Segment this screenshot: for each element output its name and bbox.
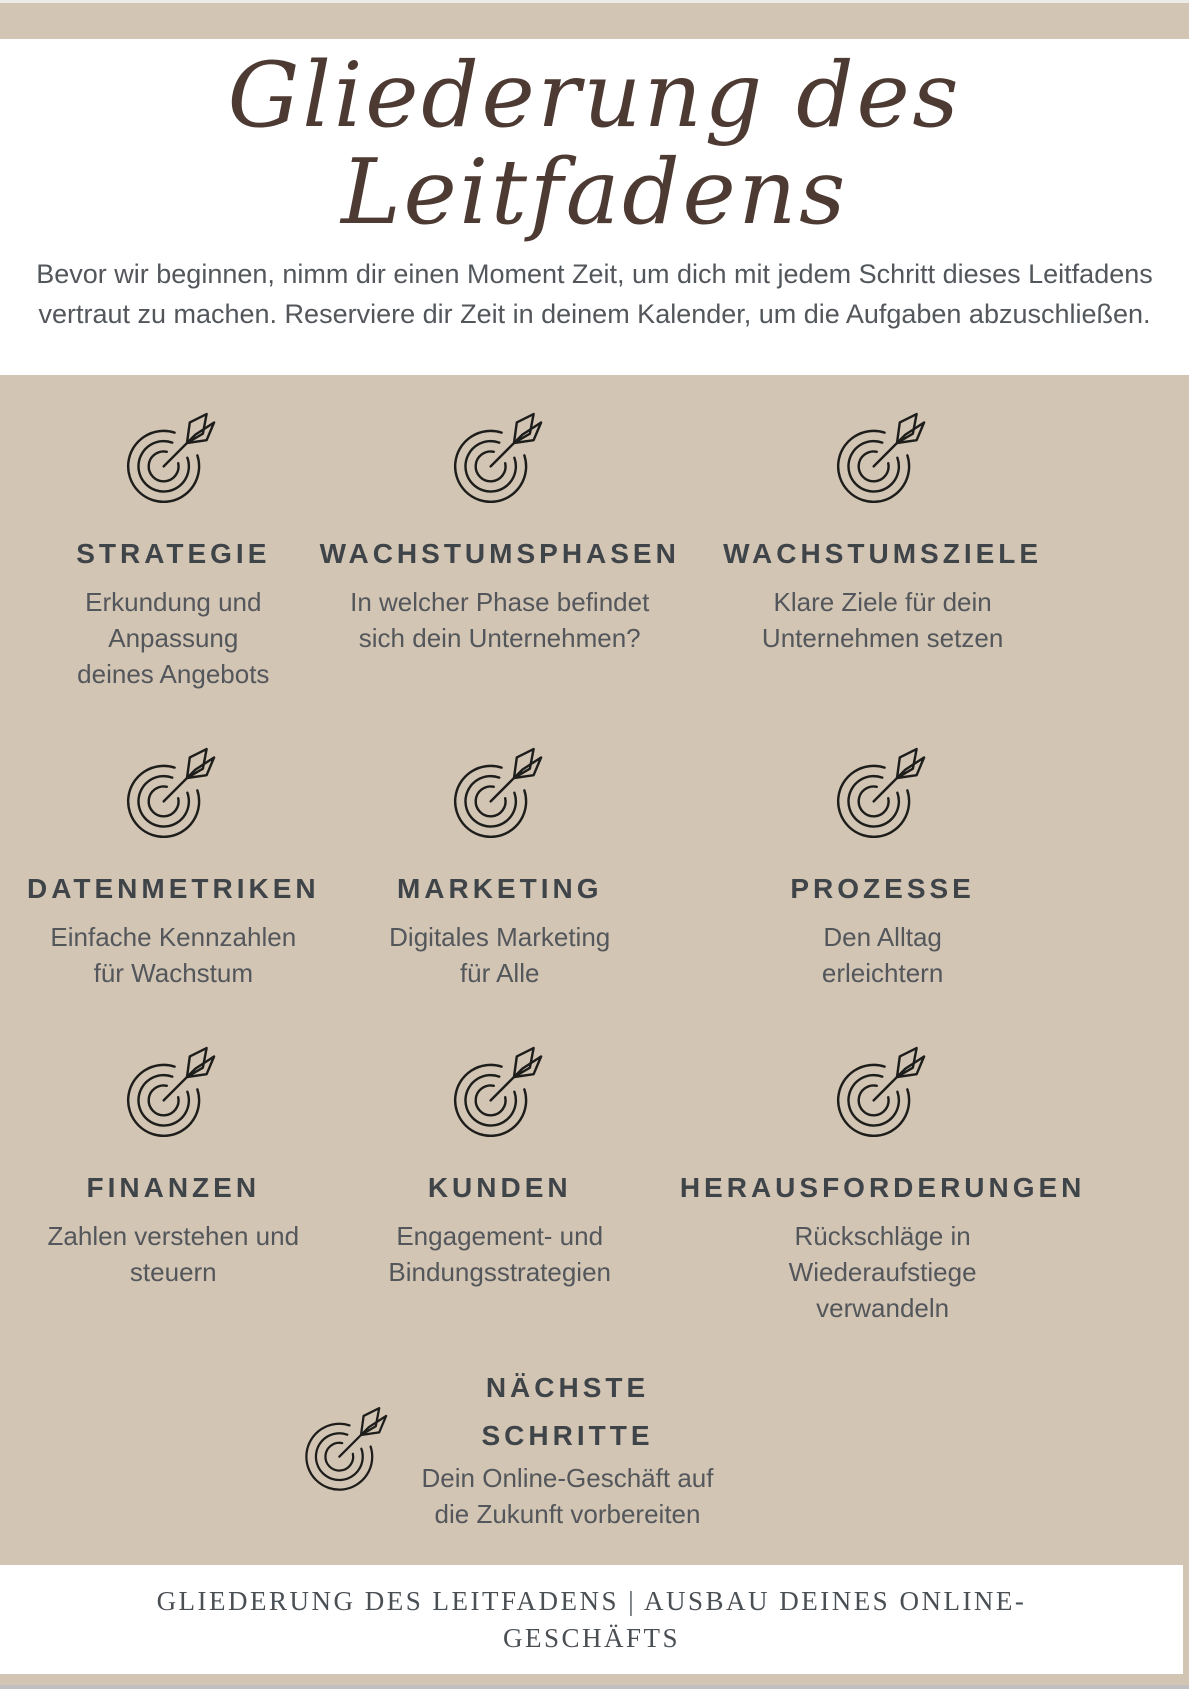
topic-title-line: NÄCHSTE	[485, 1372, 650, 1403]
intro-line: vertraut zu machen. Reserviere dir Zeit in deinem Kalender, um die Aufgaben abzuschließen.	[38, 298, 1151, 329]
topic-item	[27, 736, 320, 991]
topic-description-line: verwandeln	[816, 1293, 950, 1323]
topic-item	[27, 401, 320, 692]
topic-description-line: Rückschläge in	[794, 1221, 971, 1251]
topic-title: WACHSTUMSZIELE	[723, 538, 1043, 569]
topic-description-line: Bindungsstrategien	[388, 1257, 612, 1287]
topic-title-line: SCHRITTE	[481, 1420, 654, 1451]
page-title-line: Gliederung des	[227, 43, 962, 148]
footer-text-line: GESCHÄFTS	[502, 1622, 681, 1653]
final-topic-text	[422, 1364, 714, 1532]
topic-item	[320, 401, 680, 692]
page-title-line: Leitfadens	[341, 140, 848, 246]
topic-item	[320, 1035, 680, 1326]
footer-text	[157, 1583, 1027, 1656]
topic-description-line: die Zukunft vorbereiten	[434, 1499, 701, 1529]
topics-grid	[27, 401, 1086, 1326]
topic-description-line: für Alle	[459, 958, 540, 988]
target-dart-icon	[444, 736, 556, 848]
topic-description	[320, 584, 680, 656]
topic-title: DATENMETRIKEN	[27, 873, 320, 904]
topic-description	[680, 919, 1086, 991]
topic-description-line: steuern	[129, 1257, 217, 1287]
topic-description-line: Engagement- und	[396, 1221, 604, 1251]
topic-title: KUNDEN	[427, 1172, 572, 1203]
topic-description	[27, 584, 320, 692]
target-dart-icon	[117, 401, 229, 513]
page-title	[0, 43, 1189, 246]
footer-band-wrap	[0, 1565, 1189, 1674]
topic-description-line: sich dein Unternehmen?	[358, 623, 641, 653]
topic-description-line: deines Angebots	[77, 659, 270, 689]
final-topic-next-steps	[0, 1364, 1099, 1532]
topic-description	[320, 919, 680, 991]
target-dart-icon	[827, 736, 939, 848]
topic-item	[320, 736, 680, 991]
target-dart-icon	[827, 1035, 939, 1147]
topic-item	[680, 1035, 1086, 1326]
topic-description-line: Klare Ziele für dein	[773, 587, 992, 617]
topic-description-line: Dein Online-Geschäft auf	[421, 1463, 714, 1493]
topic-description-line: Wiederaufstiege	[788, 1257, 977, 1287]
topic-description-line: Zahlen verstehen und	[47, 1221, 300, 1251]
top-beige-strip	[0, 3, 1189, 39]
topic-description-line: Digitales Marketing	[389, 922, 611, 952]
intro-paragraph	[0, 255, 1189, 333]
topic-description	[680, 584, 1086, 656]
bottom-beige-strip	[0, 1674, 1189, 1685]
intro-line: Bevor wir beginnen, nimm dir einen Moment Zeit, um dich mit jedem Schritt dieses Leitfadens	[36, 259, 1153, 290]
target-dart-icon	[444, 1035, 556, 1147]
topic-description	[27, 1218, 320, 1290]
topic-item	[680, 401, 1086, 692]
target-dart-icon	[117, 1035, 229, 1147]
topic-description-line: Den Alltag	[823, 922, 942, 952]
topic-title: FINANZEN	[86, 1172, 261, 1203]
topic-description-line: Erkundung und Anpassung	[85, 587, 262, 653]
topic-description-line: In welcher Phase befindet	[350, 587, 650, 617]
topic-description	[27, 919, 320, 991]
topic-title: STRATEGIE	[76, 538, 271, 569]
target-dart-icon	[296, 1396, 400, 1500]
topic-title: MARKETING	[396, 873, 603, 904]
topic-description-line: Unternehmen setzen	[761, 623, 1004, 653]
topic-title: HERAUSFORDERUNGEN	[679, 1172, 1086, 1203]
topics-section	[0, 375, 1189, 1565]
topic-title: PROZESSE	[790, 873, 975, 904]
topic-description-line: erleichtern	[821, 958, 944, 988]
footer-band	[0, 1565, 1183, 1674]
topic-description	[680, 1218, 1086, 1326]
target-dart-icon	[117, 736, 229, 848]
topic-item	[27, 1035, 320, 1326]
target-dart-icon	[444, 401, 556, 513]
topic-item	[680, 736, 1086, 991]
topic-title: WACHSTUMSPHASEN	[319, 538, 680, 569]
topic-description-line: für Wachstum	[93, 958, 253, 988]
topic-description	[320, 1218, 680, 1290]
title-band	[0, 39, 1189, 375]
target-dart-icon	[827, 401, 939, 513]
topic-description-line: Einfache Kennzahlen	[50, 922, 297, 952]
bottom-edge-line	[0, 1685, 1189, 1689]
footer-text-line: GLIEDERUNG DES LEITFADENS | AUSBAU DEINES ONLINE-	[156, 1586, 1027, 1617]
